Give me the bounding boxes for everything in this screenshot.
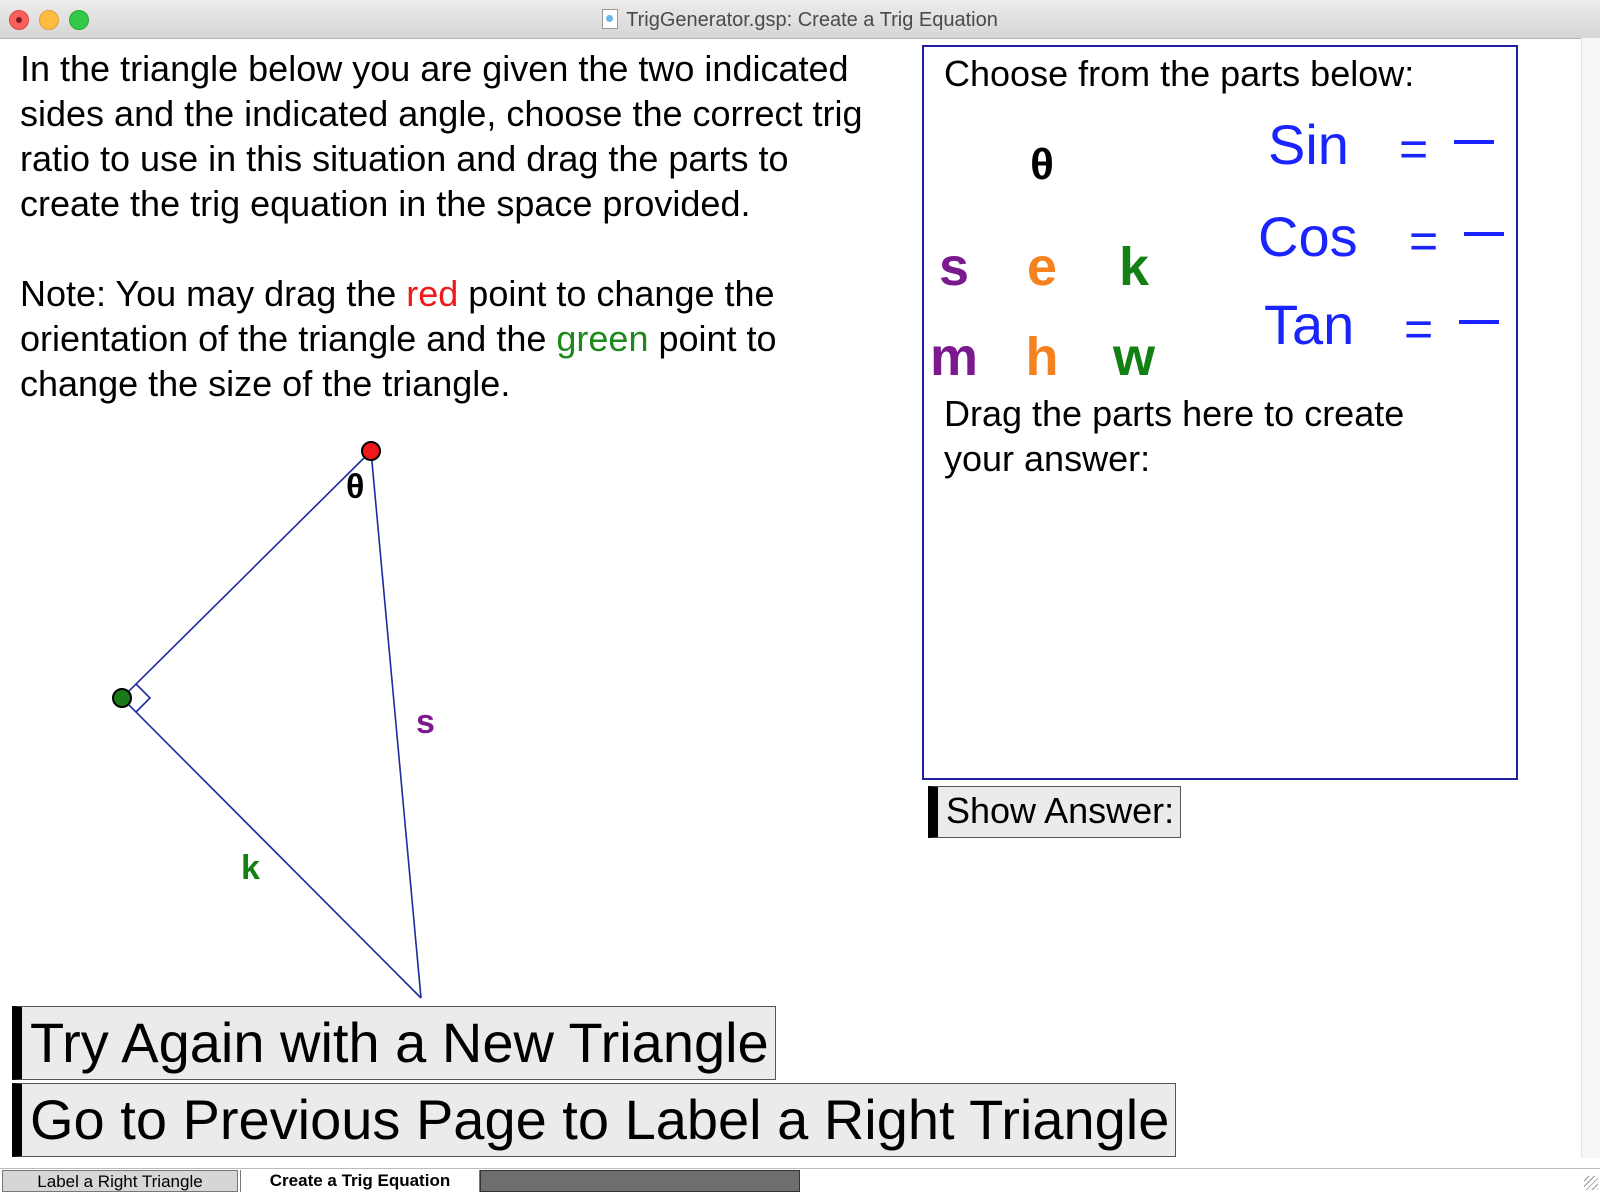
minimize-window-button[interactable] — [39, 10, 59, 30]
equals-sign: = — [1399, 121, 1429, 177]
note-green-word: green — [556, 318, 649, 359]
angle-theta-label: θ — [346, 468, 365, 506]
part-tan[interactable]: Tan — [1264, 293, 1355, 356]
triangle-hypotenuse-s — [371, 451, 421, 998]
equals-sign: = — [1409, 213, 1439, 269]
note-red-word: red — [406, 273, 459, 314]
part-sin[interactable]: Sin — [1268, 113, 1349, 176]
part-e[interactable]: e — [1026, 237, 1058, 297]
page-tab-bar — [0, 1168, 1600, 1192]
fraction-bar — [1464, 232, 1504, 236]
fraction-bar — [1459, 320, 1499, 324]
show-answer-button[interactable]: Show Answer: — [928, 786, 1181, 838]
side-k-label: k — [241, 849, 260, 887]
scrollbar-track[interactable] — [1581, 38, 1600, 1158]
part-h[interactable]: h — [1025, 327, 1059, 387]
instructions-paragraph: In the triangle below you are given the two indicated sides and the indicated angle, choose the correct trig ratio to use in this situation and drag the parts to create the trig equation in the space provided. — [20, 48, 863, 224]
tab-label-right-triangle[interactable]: Label a Right Triangle — [2, 1170, 238, 1192]
note-text: Note: You may drag the — [20, 273, 407, 314]
resize-grip[interactable] — [1584, 1176, 1598, 1190]
part-m[interactable]: m — [929, 327, 978, 387]
red-orientation-point[interactable] — [362, 442, 380, 460]
tab-empty — [480, 1170, 800, 1192]
part-k[interactable]: k — [1118, 237, 1150, 297]
document-icon — [602, 9, 618, 29]
equals-sign: = — [1404, 301, 1434, 357]
part-w[interactable]: w — [1112, 327, 1155, 387]
fraction-bar — [1454, 140, 1494, 144]
note-text: point to change the orientation of the triangle and the — [20, 273, 775, 359]
green-size-point[interactable] — [113, 689, 131, 707]
tab-create-trig-equation[interactable]: Create a Trig Equation — [240, 1170, 480, 1192]
window-title — [0, 0, 1600, 38]
title-bar — [0, 0, 1600, 39]
part-theta[interactable]: θ — [1030, 140, 1054, 189]
triangle-leg — [122, 451, 371, 698]
close-window-button[interactable] — [9, 10, 29, 30]
window-title-text: TrigGenerator.gsp: Create a Trig Equation — [626, 9, 998, 31]
try-again-button[interactable]: Try Again with a New Triangle — [12, 1006, 776, 1080]
right-angle-marker — [136, 684, 150, 712]
parts-panel — [922, 45, 1518, 780]
drop-zone-label: Drag the parts here to create your answer: — [944, 393, 1405, 479]
previous-page-button[interactable]: Go to Previous Page to Label a Right Triangle — [12, 1083, 1176, 1157]
instructions — [20, 46, 870, 406]
note-paragraph — [20, 271, 870, 406]
part-s[interactable]: s — [938, 237, 970, 297]
side-s-label: s — [416, 703, 435, 741]
triangle-leg-k — [122, 698, 421, 998]
panel-heading: Choose from the parts below: — [944, 53, 1415, 94]
part-cos[interactable]: Cos — [1258, 205, 1358, 268]
maximize-window-button[interactable] — [69, 10, 89, 30]
note-text: point to change the size of the triangle. — [20, 318, 777, 404]
